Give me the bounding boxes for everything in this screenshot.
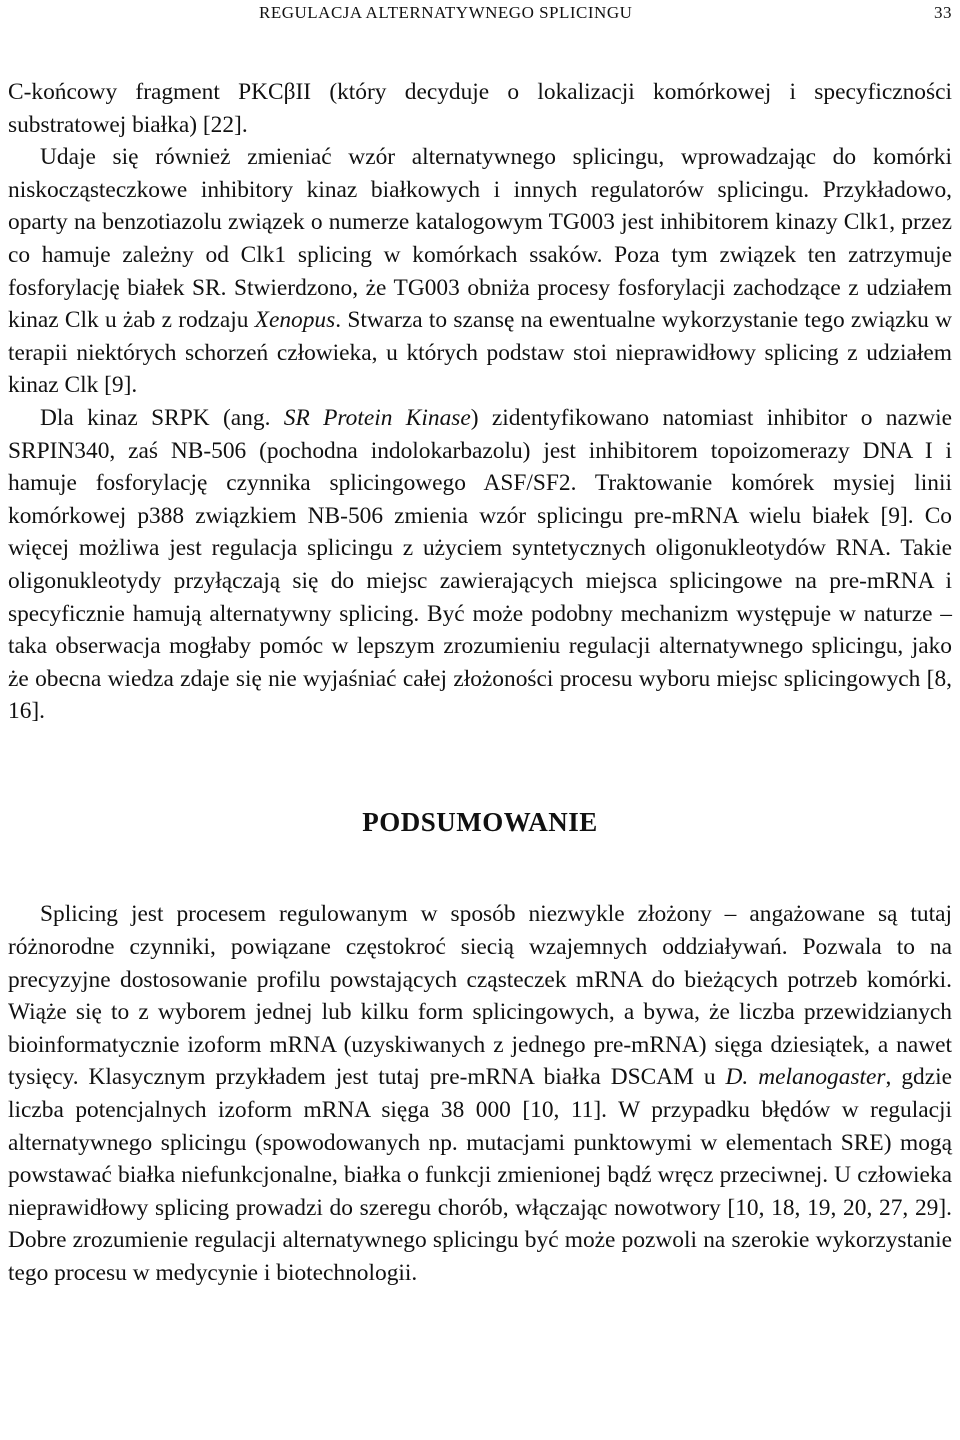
term-italic: SR Protein Kinase bbox=[283, 404, 471, 431]
species-name: Xenopus bbox=[254, 307, 336, 334]
article-body bbox=[8, 76, 952, 1290]
running-header bbox=[8, 0, 952, 30]
section-heading: PODSUMOWANIE bbox=[362, 806, 598, 837]
paragraph-summary: Splicing jest procesem regulowanym w sposób niezwykle złożony – angażowane są tutaj różnorodne czynniki, powiązane częstokroć siecią wzajemnych oddziaływań. Pozwala to na precyzyjne dostosowanie profilu powstających cząsteczek mRNA do bieżących potrzeb komórki. Wiąże się to z wyborem jednej lub kilku form splicingowych, a bywa, że liczba przewidzianych bioinformatycznie izoform mRNA (uzyskiwanych z jednego pre-mRNA) sięga dziesiątek, a nawet tysięcy. Klasycznym przykładem jest tutaj pre-mRNA białka DSCAM u D. melanogaster, gdzie liczba potencjalnych izoform mRNA sięga 38 000 [10, 11]. W przypadku błędów w regulacji alternatywnego splicingu (spowodowanych np. mutacjami punktowymi w elementach SRE) mogą powstawać białka niefunkcjonalne, białka o funkcji zmienionej bądź wręcz przeciwnej. U człowieka nieprawidłowy splicing prowadzi do szeregu chorób, włączając nowotwory [10, 18, 19, 20, 27, 29]. Dobre zrozumienie regulacji alternatywnego splicingu być może pozwoli na szerokie wykorzystanie tego procesu w medycynie i biotechnologii. bbox=[8, 901, 952, 1286]
paragraph-srpk: Dla kinaz SRPK (ang. SR Protein Kinase) zidentyfikowano natomiast inhibitor o nazwie SRPIN340, zaś NB-506 (pochodna indolokarbazolu) jest inhibitorem topoizomerazy DNA I i hamuje fosforylację czynnika splicingowego ASF/SF2. Traktowanie komórek mysiej linii komórkowej p388 związkiem NB-506 zmienia wzór splicingu pre-mRNA wielu białek [9]. Co więcej możliwa jest regulacja splicingu z użyciem syntetycznych oligonukleotydów RNA. Takie oligonukleotydy przyłączają się do miejsc zawierających miejsca splicingowe na pre-mRNA i specyficznie hamują alternatywny splicing. Być może podobny mechanizm występuje w naturze – taka obserwacja mogłaby pomóc w lepszym zrozumieniu regulacji alternatywnego splicingu, jako że obecna wiedza zdaje się nie wyjaśniać całej złożoności procesu wyboru miejsc splicingowych [8, 16]. bbox=[8, 404, 952, 725]
running-title: REGULACJA ALTERNATYWNEGO SPLICINGU bbox=[259, 3, 633, 22]
paragraph-continued: C-końcowy fragment PKCβII (który decyduje o lokalizacji komórkowej i specyficzności substratowej białka) [22]. bbox=[8, 79, 952, 138]
paragraph-inhibitors: Udaje się również zmieniać wzór alternatywnego splicingu, wprowadzając do komórki niskocząsteczkowe inhibitory kinaz białkowych i innych regulatorów splicingu. Przykładowo, oparty na benzotiazolu związek o numerze katalogowym TG003 jest inhibitorem kinazy Clk1, przez co hamuje zależny od Clk1 splicing w komórkach ssaków. Poza tym związek ten zatrzymuje fosforylację białek SR. Stwierdzono, że TG003 obniża procesy fosforylacji zachodzące z udziałem kinaz Clk u żab z rodzaju Xenopus. Stwarza to szansę na ewentualne wykorzystanie tego związku w terapii niektórych schorzeń człowieka, u których podstaw stoi nieprawidłowy splicing z udziałem kinaz Clk [9]. bbox=[8, 144, 952, 399]
species-name-summary: D. melanogaster bbox=[725, 1064, 886, 1091]
page-number: 33 bbox=[934, 3, 952, 22]
page bbox=[8, 0, 952, 1290]
